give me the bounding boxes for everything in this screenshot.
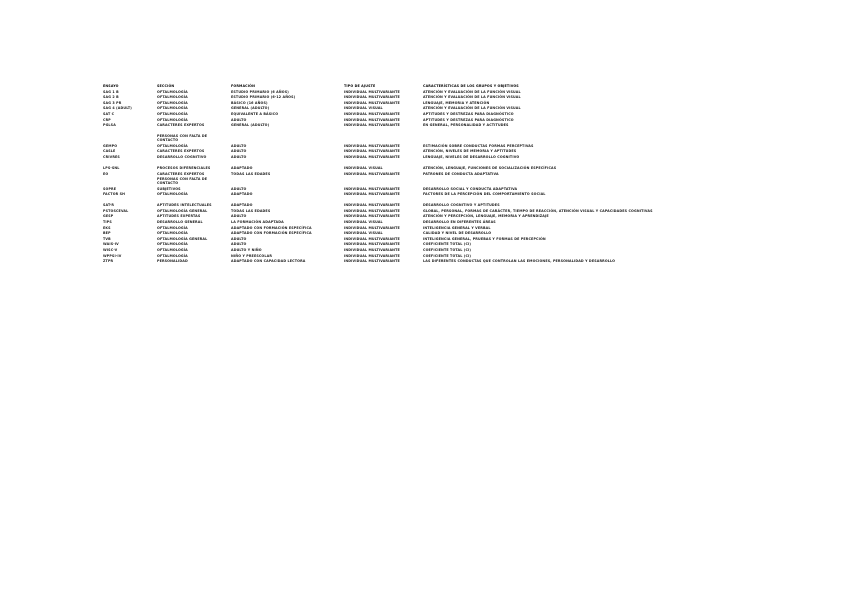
table-cell: OFTALMOLOGÍA GENERAL: [157, 236, 208, 241]
table-cell: ADAPTADO: [231, 203, 253, 208]
table-cell: INDIVIDUAL MULTIVARIANTE: [344, 259, 400, 264]
table-cell: INDIVIDUAL MULTIVARIANTE: [344, 89, 400, 94]
table-cell: ATENCIÓN Y PERCEPCIÓN, LENGUAJE, MEMORIA Y APRENDIZAJE: [423, 214, 549, 219]
table-cell: WAIS-IV: [103, 242, 119, 247]
table-cell: OFTALMOLOGÍA: [157, 242, 188, 247]
table-cell: EQUIVALENTE A BÁSICO: [231, 111, 279, 116]
table-cell: FACTOR SH: [103, 192, 126, 197]
table-cell: INDIVIDUAL MULTIVARIANTE: [344, 143, 400, 148]
table-cell: GENERAL (ADULTO): [231, 123, 270, 128]
table-cell: INDIVIDUAL MULTIVARIANTE: [344, 192, 400, 197]
table-cell: ADULTO: [231, 242, 247, 247]
table-cell: INDIVIDUAL MULTIVARIANTE: [344, 236, 400, 241]
table-cell: INDIVIDUAL MULTIVARIANTE: [344, 149, 400, 154]
table-cell: DESARROLLO GENERAL: [157, 220, 203, 225]
table-cell: ATENCIÓN Y EVALUACIÓN DE LA FUNCIÓN VISUAL: [423, 89, 521, 94]
table-cell: CRIVRES: [103, 154, 120, 159]
table-cell: OFTALMOLOGÍA: [157, 225, 188, 230]
table-cell: ADAPTADO CON FORMACIÓN ESPECÍFICA: [231, 225, 312, 230]
table-cell: APTITUDES Y DESTREZAS PARA DIAGNÓSTICO: [423, 117, 514, 122]
table-cell: PSTOSCEVAL: [103, 208, 129, 213]
table-cell: SAG 3 PR: [103, 100, 122, 105]
table-cell: PGLSA: [103, 123, 116, 128]
table-cell: ADULTO Y NIÑO: [231, 248, 262, 253]
table-cell: EN GENERAL, PERSONALIDAD Y ACTITUDES: [423, 123, 509, 128]
table-cell: PROCESOS DIFERENCIALES: [157, 165, 211, 170]
table-cell: INDIVIDUAL MULTIVARIANTE: [344, 208, 400, 213]
table-cell: ADULTO: [231, 149, 247, 154]
table-cell: ADAPTADO: [231, 165, 253, 170]
table-cell: ADULTO: [231, 154, 247, 159]
table-cell: LENGUAJE, NIVELES DE DESARROLLO COGNITIVO: [423, 154, 520, 159]
table-cell: OFTALMOLOGÍA: [157, 111, 188, 116]
table-cell: INDIVIDUAL MULTIVARIANTE: [344, 214, 400, 219]
table-cell: CARACTERES EXPERTOS: [157, 171, 205, 176]
table-cell: EO: [103, 171, 109, 176]
table-cell: WPPSI-IV: [103, 253, 122, 258]
table-cell: FACTORES DE LA PERCEPCIÓN DEL COMPORTAMIENTO SOCIAL: [423, 192, 546, 197]
table-cell: INDIVIDUAL MULTIVARIANTE: [344, 186, 400, 191]
table-cell: OFTALMOLOGÍA: [157, 106, 188, 111]
table-cell: ATENCIÓN Y EVALUACIÓN DE LA FUNCIÓN VISUAL: [423, 106, 521, 111]
table-cell: INDIVIDUAL VISUAL: [344, 231, 383, 236]
table-cell: FORMACIÓN: [231, 84, 255, 88]
table-cell: BEP: [103, 231, 111, 236]
table-cell: INDIVIDUAL MULTIVARIANTE: [344, 242, 400, 247]
table-cell: OFTALMOLOGÍA: [157, 95, 188, 100]
table-cell: ADULTO: [231, 143, 247, 148]
table-cell: INDIVIDUAL VISUAL: [344, 106, 383, 111]
table-cell: APTITUDES Y DESTREZAS PARA DIAGNÓSTICO: [423, 111, 514, 116]
table-cell: COEFICIENTE TOTAL (CI): [423, 253, 472, 258]
table-cell: SAG 1 B: [103, 89, 119, 94]
table-cell: CARACTERES EXPERTOS: [157, 149, 205, 154]
table-cell: OFTALMOLOGÍA: [157, 253, 188, 258]
table-cell: ADAPTADO: [231, 192, 253, 197]
table-cell: TIPO DE AJUSTE: [344, 84, 376, 88]
table-cell: EKS: [103, 225, 111, 230]
table-cell: INDIVIDUAL MULTIVARIANTE: [344, 248, 400, 253]
table-cell: LAS DIFERENTES CONDUCTAS QUE CONTROLAN LAS EMOCIONES, PERSONALIDAD Y DESARROLLO: [423, 259, 616, 264]
table-cell: INDIVIDUAL VISUAL: [344, 165, 383, 170]
table-cell: SAG 4 (ADULT): [103, 106, 132, 111]
table-cell: OFTALMOLOGÍA: [157, 231, 188, 236]
table-cell: ATENCIÓN Y EVALUACIÓN DE LA FUNCIÓN VISUAL: [423, 95, 521, 100]
table-row: [103, 259, 743, 265]
table-cell: LPS-SNL: [103, 165, 120, 170]
table-cell: ATENCIÓN, NIVELES DE MEMORIA Y APTITUDES: [423, 149, 517, 154]
table-cell: ATENCIÓN, LENGUAJE, FUNCIONES DE SOCIALIZACIÓN ESPECÍFICAS: [423, 165, 557, 170]
table-cell: DESARROLLO COGNITIVO Y APTITUDES: [423, 203, 500, 208]
table-cell: INDIVIDUAL VISUAL: [344, 220, 383, 225]
table-cell: OFTALMOLOGÍA: [157, 89, 188, 94]
table-cell: PERSONAS CON FALTA DE CONTACTO: [157, 134, 208, 143]
table-cell: ADULTO: [231, 186, 247, 191]
table-cell: INDIVIDUAL MULTIVARIANTE: [344, 111, 400, 116]
table-cell: INDIVIDUAL MULTIVARIANTE: [344, 253, 400, 258]
table-cell: GEMPO: [103, 143, 118, 148]
table-cell: SUBJETIVOS: [157, 186, 181, 191]
table-cell: GENERAL (ADULTO): [231, 106, 270, 111]
table-cell: ZTPR: [103, 259, 114, 264]
table-cell: SAT-R: [103, 203, 115, 208]
table-cell: BÁSICO (16 AÑOS): [231, 100, 268, 105]
table-cell: TODAS LAS EDADES: [231, 208, 271, 213]
table-cell: GLOBAL, PERSONAL, FORMAS DE CARÁCTER, TIEMPO DE REACCIÓN, ATENCIÓN VISUAL Y CAPACIDADES COGNITIVAS: [423, 208, 653, 213]
table-cell: SAG 2 B: [103, 95, 119, 100]
table-cell: INDIVIDUAL MULTIVARIANTE: [344, 203, 400, 208]
table-cell: OFTALMOLOGÍA: [157, 117, 188, 122]
table-cell: INDIVIDUAL MULTIVARIANTE: [344, 117, 400, 122]
test-catalog-table: [103, 84, 743, 265]
table-cell: SECCIÓN: [157, 84, 175, 88]
table-cell: CALIDAD Y NIVEL DE DESARROLLO: [423, 231, 492, 236]
table-cell: SAT C: [103, 111, 115, 116]
table-cell: LENGUAJE, MEMORIA Y ATENCIÓN: [423, 100, 490, 105]
table-cell: PERSONALIDAD: [157, 259, 188, 264]
table-cell: OFTALMOLOGÍA: [157, 100, 188, 105]
table-cell: WISC-V: [103, 248, 118, 253]
table-cell: ADULTO: [231, 214, 247, 219]
table-cell: GESP: [103, 214, 114, 219]
table-cell: OFTALMOLOGÍA GENERAL: [157, 208, 208, 213]
table-cell: CASLE: [103, 149, 116, 154]
table-cell: COEFICIENTE TOTAL (CI): [423, 248, 472, 253]
table-cell: INDIVIDUAL MULTIVARIANTE: [344, 123, 400, 128]
table-cell: PERSONAS CON FALTA DE CONTACTO: [157, 177, 208, 186]
table-cell: ADULTO: [231, 117, 247, 122]
table-cell: INDIVIDUAL MULTIVARIANTE: [344, 171, 400, 176]
table-cell: LA FORMACIÓN ADAPTADA: [231, 220, 284, 225]
table-cell: OFTALMOLOGÍA: [157, 248, 188, 253]
table-cell: APTITUDES EXPERTAS: [157, 214, 201, 219]
table-cell: INDIVIDUAL MULTIVARIANTE: [344, 154, 400, 159]
table-cell: TIPS: [103, 220, 112, 225]
table-cell: ESTUDIO PRIMARIO (6-12 AÑOS): [231, 95, 296, 100]
table-cell: ADAPTADO CON FORMACIÓN ESPECÍFICA: [231, 231, 312, 236]
table-cell: CARACTERES EXPERTOS: [157, 123, 205, 128]
table-row: [103, 177, 743, 187]
table-cell: INDIVIDUAL MULTIVARIANTE: [344, 100, 400, 105]
table-cell: CRP: [103, 117, 111, 122]
table-cell: DESARROLLO EN DIFERENTES ÁREAS: [423, 220, 496, 225]
table-cell: ENSAYO: [103, 84, 119, 88]
table-row: [103, 134, 743, 144]
table-cell: OFTALMOLOGÍA: [157, 143, 188, 148]
table-cell: ADULTO: [231, 236, 247, 241]
table-cell: DESARROLLO COGNITIVO: [157, 154, 207, 159]
table-cell: INDIVIDUAL MULTIVARIANTE: [344, 95, 400, 100]
table-cell: SOPRE: [103, 186, 117, 191]
table-cell: ADAPTADO CON CAPACIDAD LECTORA: [231, 259, 306, 264]
table-cell: ESTIMACIÓN SOBRE CONDUCTAS FORMAS PERCEPTIVAS: [423, 143, 534, 148]
table-cell: ESTUDIO PRIMARIO (6 AÑOS): [231, 89, 289, 94]
table-cell: INDIVIDUAL MULTIVARIANTE: [344, 225, 400, 230]
table-cell: TVB: [103, 236, 111, 241]
table-cell: DESARROLLO SOCIAL Y CONDUCTA ADAPTATIVA: [423, 186, 518, 191]
table-cell: INTELIGENCIA GENERAL Y VERBAL: [423, 225, 491, 230]
table-cell: COEFICIENTE TOTAL (CI): [423, 242, 472, 247]
table-cell: CARACTERÍSTICAS DE LOS GRUPOS Y OBJETIVOS: [423, 84, 519, 88]
table-cell: APTITUDES INTELECTUALES: [157, 203, 212, 208]
table-cell: OFTALMOLOGÍA: [157, 192, 188, 197]
table-cell: TODAS LAS EDADES: [231, 171, 271, 176]
table-cell: NIÑO Y PREESCOLAR: [231, 253, 273, 258]
table-cell: INTELIGENCIA GENERAL, PRUEBAS Y FORMAS DE PERCEPCIÓN: [423, 236, 546, 241]
table-cell: PATRONES DE CONDUCTA ADAPTATIVA: [423, 171, 499, 176]
